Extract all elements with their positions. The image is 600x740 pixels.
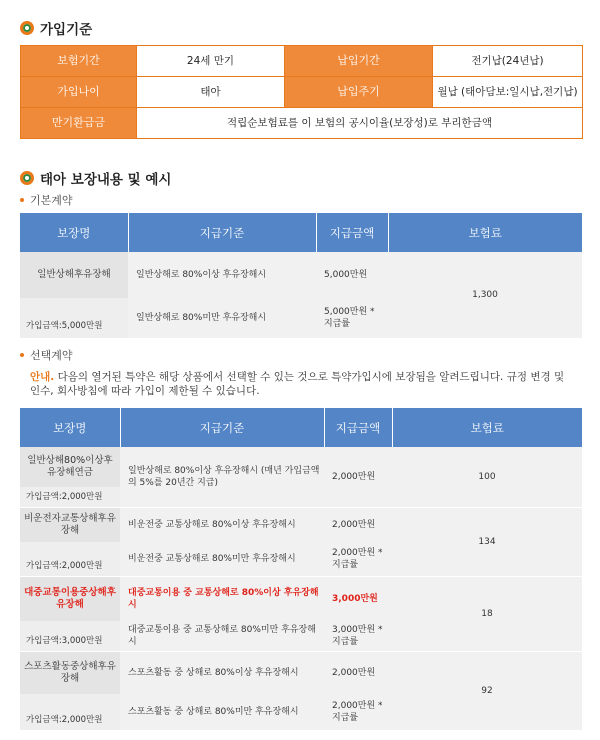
join-amount: 가입금액:2,000만원 xyxy=(20,487,120,508)
premium: 134 xyxy=(392,508,582,577)
value-payment-period: 전기납(24년납) xyxy=(433,46,583,77)
subtitle-text: 선택계약 xyxy=(30,349,73,362)
header-premium: 보험료 xyxy=(388,213,582,252)
coverage-name: 스포츠활동중상해후유장해 xyxy=(20,652,120,695)
label-payment-period: 납입기간 xyxy=(285,46,433,77)
payment-amount: 3,000만원 xyxy=(324,577,392,622)
coverage-name: 비운전자교통상해후유장해 xyxy=(20,508,120,543)
value-insurance-period: 24세 만기 xyxy=(137,46,285,77)
dot-bullet-icon xyxy=(20,198,24,202)
criteria: 대중교통이용 중 교통상해로 80%미만 후유장해시 xyxy=(120,621,324,652)
table-row xyxy=(20,252,582,298)
table-row xyxy=(20,508,582,543)
label-payment-cycle: 납입주기 xyxy=(285,77,433,108)
join-amount: 가입금액:5,000만원 xyxy=(20,298,128,338)
premium: 92 xyxy=(392,652,582,731)
criteria: 스포츠활동 중 상해로 80%미만 후유장해시 xyxy=(120,694,324,730)
header-criteria: 지급기준 xyxy=(128,213,316,252)
table-row xyxy=(20,652,582,695)
table-row xyxy=(20,577,582,622)
payment-amount: 2,000만원 * 지급률 xyxy=(324,542,392,577)
criteria: 일반상해로 80%이상 후유장해시 xyxy=(128,252,316,298)
payment-amount: 2,000만원 xyxy=(324,447,392,508)
table-header-row xyxy=(20,408,582,447)
section-title-text: 태아 보장내용 및 예시 xyxy=(40,172,172,188)
subtitle-text: 기본계약 xyxy=(30,194,73,207)
header-payment: 지급금액 xyxy=(316,213,388,252)
join-amount: 가입금액:2,000만원 xyxy=(20,542,120,577)
criteria: 일반상해로 80%미만 후유장해시 xyxy=(128,298,316,338)
circle-bullet-icon xyxy=(20,21,34,35)
section-title-text: 가입기준 xyxy=(40,22,93,38)
notice-text: 다음의 열거된 특약은 해당 상품에서 선택할 수 있는 것으로 특약가입시에 보장됨을 알려드립니다. 규정 변경 및 인수, 회사방침에 따라 가입이 제한될 수 있습니다. xyxy=(30,371,565,397)
table-row xyxy=(21,108,583,139)
header-coverage-name: 보장명 xyxy=(20,213,128,252)
label-maturity-refund: 만기환급금 xyxy=(21,108,137,139)
premium: 18 xyxy=(392,577,582,652)
header-coverage-name: 보장명 xyxy=(20,408,120,447)
coverage-name: 일반상해후유장해 xyxy=(20,252,128,298)
header-payment: 지급금액 xyxy=(324,408,392,447)
table-row xyxy=(20,447,582,487)
notice xyxy=(30,370,570,398)
table-row xyxy=(21,46,583,77)
label-join-age: 가입나이 xyxy=(21,77,137,108)
label-insurance-period: 보험기간 xyxy=(21,46,137,77)
header-criteria: 지급기준 xyxy=(120,408,324,447)
criteria: 비운전중 교통상해로 80%미만 후유장해시 xyxy=(120,542,324,577)
payment-amount: 5,000만원 * 지급률 xyxy=(316,298,388,338)
value-maturity-refund: 적립순보험료를 이 보험의 공시이율(보장성)로 부리한금액 xyxy=(137,108,583,139)
criteria: 스포츠활동 중 상해로 80%이상 후유장해시 xyxy=(120,652,324,695)
premium: 1,300 xyxy=(388,252,582,338)
value-join-age: 태아 xyxy=(137,77,285,108)
circle-bullet-icon xyxy=(20,171,34,185)
subtitle-optional-contract xyxy=(20,347,73,363)
dot-bullet-icon xyxy=(20,353,24,357)
criteria: 대중교통이용 중 교통상해로 80%이상 후유장해시 xyxy=(120,577,324,622)
coverage-name: 대중교통이용중상해후유장해 xyxy=(20,577,120,622)
join-amount: 가입금액:2,000만원 xyxy=(20,694,120,730)
criteria: 일반상해로 80%이상 후유장해시 (매년 가입금액의 5%를 20년간 지급) xyxy=(120,447,324,508)
value-payment-cycle: 월납 (태아담보:일시납,전기납) xyxy=(433,77,583,108)
payment-amount: 5,000만원 xyxy=(316,252,388,298)
payment-amount: 2,000만원 * 지급률 xyxy=(324,694,392,730)
table-row xyxy=(21,77,583,108)
header-premium: 보험료 xyxy=(392,408,582,447)
payment-amount: 3,000만원 * 지급률 xyxy=(324,621,392,652)
payment-amount: 2,000만원 xyxy=(324,508,392,543)
criteria: 비운전중 교통상해로 80%이상 후유장해시 xyxy=(120,508,324,543)
section-title-join-criteria xyxy=(20,18,92,38)
notice-label: 안내. xyxy=(30,371,55,383)
join-criteria-table xyxy=(20,45,583,139)
subtitle-basic-contract xyxy=(20,192,73,208)
premium: 100 xyxy=(392,447,582,508)
basic-contract-table xyxy=(20,213,582,338)
payment-amount: 2,000만원 xyxy=(324,652,392,695)
optional-contract-table xyxy=(20,408,582,730)
table-header-row xyxy=(20,213,582,252)
join-amount: 가입금액:3,000만원 xyxy=(20,621,120,652)
section-title-coverage xyxy=(20,168,171,188)
coverage-name: 일반상해80%이상후유장해연금 xyxy=(20,447,120,487)
